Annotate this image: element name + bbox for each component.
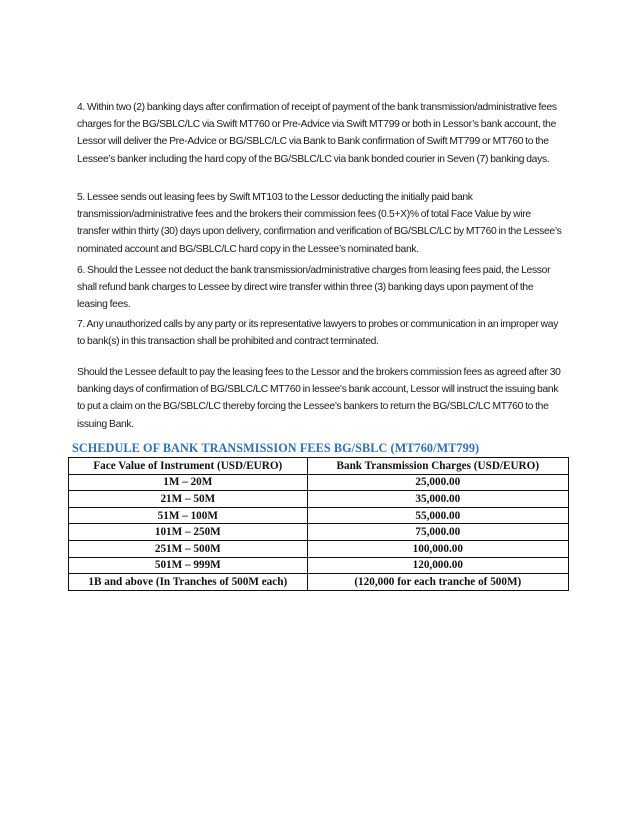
face-value-cell: 1M – 20M xyxy=(69,474,308,491)
table-row xyxy=(69,524,569,541)
face-value-cell: 251M – 500M xyxy=(69,540,308,557)
table-header-row xyxy=(69,458,569,475)
charge-cell: 55,000.00 xyxy=(307,507,568,524)
charge-cell: (120,000 for each tranche of 500M) xyxy=(307,574,568,591)
face-value-cell: 101M – 250M xyxy=(69,524,308,541)
table-row xyxy=(69,574,569,591)
paragraph-7: 7. Any unauthorized calls by any party or its representative lawyers to probes or communication in an improper way to bank(s) in this transaction shall be prohibited and contract terminated. xyxy=(77,319,559,348)
charge-cell: 120,000.00 xyxy=(307,557,568,574)
face-value-cell: 501M – 999M xyxy=(69,557,308,574)
schedule-title: SCHEDULE OF BANK TRANSMISSION FEES BG/SBLC (MT760/MT799) xyxy=(72,441,480,455)
paragraph-6: 6. Should the Lessee not deduct the bank transmission/administrative charges from leasing fees paid, the Lessor shall refund bank charges to Lessee by direct wire transfer within three (3) banking days upon payment of the leasing fees. xyxy=(77,265,551,311)
charge-cell: 75,000.00 xyxy=(307,524,568,541)
table-row xyxy=(69,491,569,508)
header-face-value: Face Value of Instrument (USD/EURO) xyxy=(69,458,308,475)
face-value-cell: 1B and above (In Tranches of 500M each) xyxy=(69,574,308,591)
paragraph-5: 5. Lessee sends out leasing fees by Swift MT103 to the Lessor deducting the initially paid bank transmission/administrative fees and the brokers their commission fees (0.5+X)% of total Face Value by wire transfer within thirty (30) days upon delivery, confirmation and verification of BG/SBLC/LC by MT760 in the Lessee’s nominated account and BG/SBLC/LC hard copy in the Lessee’s nominated bank. xyxy=(77,192,562,255)
table-row xyxy=(69,474,569,491)
header-transmission-charges: Bank Transmission Charges (USD/EURO) xyxy=(307,458,568,475)
paragraph-default-clause: Should the Lessee default to pay the leasing fees to the Lessor and the brokers commission fees as agreed after 30 banking days of confirmation of BG/SBLC/LC MT760 in lessee's bank account, Lessor will instruct the issuing bank to put a claim on the BG/SBLC/LC thereby forcing the Lessee’s bankers to return the BG/SBLC/LC MT760 to the issuing Bank. xyxy=(77,367,561,430)
charge-cell: 35,000.00 xyxy=(307,491,568,508)
table-row xyxy=(69,507,569,524)
face-value-cell: 21M – 50M xyxy=(69,491,308,508)
charge-cell: 25,000.00 xyxy=(307,474,568,491)
table-row xyxy=(69,540,569,557)
fees-table xyxy=(68,457,569,591)
table-row xyxy=(69,557,569,574)
charge-cell: 100,000.00 xyxy=(307,540,568,557)
face-value-cell: 51M – 100M xyxy=(69,507,308,524)
paragraph-4: 4. Within two (2) banking days after confirmation of receipt of payment of the bank transmission/administrative fees charges for the BG/SBLC/LC via Swift MT760 or Pre-Advice via Swift MT799 or both in Lessor’s bank account, the Lessor will deliver the Pre-Advice or BG/SBLC/LC via Bank to Bank confirmation of Swift MT799 or MT760 to the Lessee’s banker including the hard copy of the BG/SBLC/LC via bank bonded courier in Seven (7) banking days. xyxy=(77,102,557,165)
